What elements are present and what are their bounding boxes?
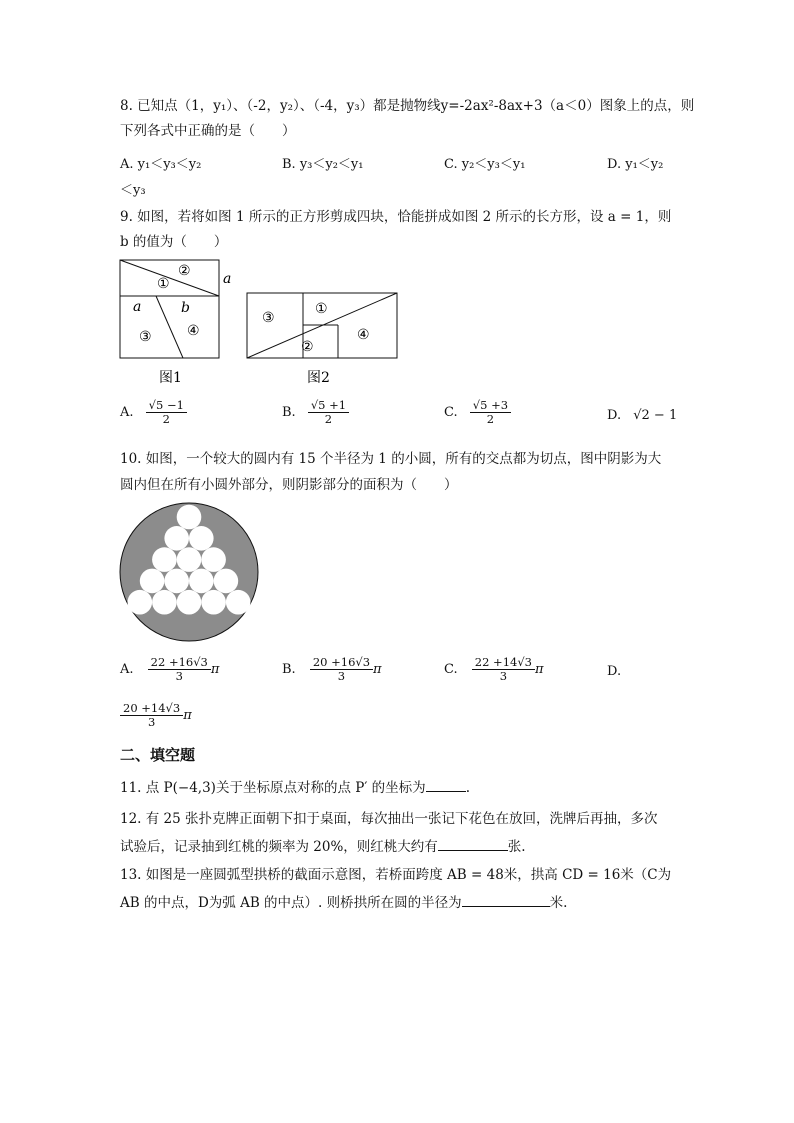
q9-option-c — [444, 399, 511, 426]
q13-text-end: 米. — [549, 895, 568, 911]
small-circle-10 — [214, 569, 239, 594]
q11-text: 11. 点 P(−4,3)关于坐标原点对称的点 P′ 的坐标为 — [120, 780, 426, 796]
small-circle-14 — [201, 590, 226, 615]
q10-option-a-numerator: 22 +16√3 — [148, 656, 211, 670]
q11-text-end: . — [465, 780, 470, 796]
q10-option-a-label: A. — [120, 662, 134, 677]
q9-option-a-denominator: 2 — [162, 412, 170, 426]
figure-2-piece-1: ① — [315, 301, 328, 317]
q9-line1: 9. 如图，若将如图 1 所示的正方形剪成四块，恰能拼成如图 2 所示的长方形，设 a = 1，则 — [120, 209, 672, 225]
q10-line1: 10. 如图，一个较大的圆内有 15 个半径为 1 的小圆，所有的交点都为切点，图中阴影为大 — [120, 451, 662, 467]
q9-option-a-numerator: √5 −1 — [146, 399, 187, 413]
q12-text: 试验后，记录抽到红桃的频率为 20%，则红桃大约有 — [120, 839, 438, 855]
figure-1-label-a: a — [133, 299, 142, 315]
q9-option-b-label: B. — [282, 405, 296, 420]
q9-option-a-label: A. — [120, 405, 134, 420]
small-circle-12 — [152, 590, 177, 615]
q10-line2: 圆内但在所有小圆外部分，则阴影部分的面积为（ ） — [120, 477, 458, 493]
q8-option-d: D. y₁＜y₂ — [607, 157, 664, 172]
q12-text-end: 张. — [507, 839, 526, 855]
q10-option-a-fraction — [148, 656, 211, 683]
q10-option-a-denominator: 3 — [175, 669, 183, 683]
q9-option-c-fraction — [470, 399, 511, 426]
q10-option-b-label: B. — [282, 662, 296, 677]
q10-option-d-numerator: 20 +14√3 — [120, 702, 183, 716]
small-circle-9 — [189, 569, 214, 594]
figure-1-piece-2: ② — [178, 263, 191, 279]
q9-option-b — [282, 399, 349, 426]
q8-line2: 下列各式中正确的是（ ） — [120, 123, 296, 139]
q10-option-c-label: C. — [444, 662, 458, 677]
q13-text: AB 的中点，D为弧 AB 的中点）. 则桥拱所在圆的半径为 — [120, 895, 462, 911]
q10-option-a-pi: π — [210, 662, 220, 677]
q10-option-c-denominator: 3 — [499, 669, 508, 683]
figure-1-caption: 图1 — [159, 370, 182, 386]
q10-option-d-label: D. — [607, 664, 622, 679]
figure-1-label-a-side: a — [223, 271, 232, 287]
q9-option-b-denominator: 2 — [324, 412, 333, 426]
figure-2-caption: 图2 — [307, 370, 330, 386]
q10-option-a — [120, 656, 219, 683]
q9-option-b-numerator: √5 +1 — [308, 399, 349, 413]
figure-2-piece-2: ② — [301, 339, 314, 355]
q8-option-a: A. y₁＜y₃＜y₂ — [120, 157, 202, 172]
q9-option-a — [120, 399, 187, 426]
q9-option-d — [607, 408, 677, 423]
small-circle-1 — [177, 505, 202, 530]
small-circle-8 — [164, 569, 189, 594]
q12-line2 — [120, 838, 526, 856]
q10-circles-figure — [118, 500, 260, 644]
q9-option-d-label: D. — [607, 408, 622, 423]
small-circle-13 — [177, 590, 202, 615]
q13-line2 — [120, 894, 567, 912]
q10-option-c — [444, 656, 544, 683]
q10-option-d — [120, 702, 192, 729]
q10-option-b-numerator: 20 +16√3 — [310, 656, 373, 670]
q9-option-c-label: C. — [444, 405, 458, 420]
small-circle-3 — [189, 526, 214, 551]
small-circle-11 — [128, 590, 153, 615]
q9-option-c-numerator: √5 +3 — [470, 399, 511, 413]
section-title: 二、填空题 — [120, 746, 196, 764]
small-circle-15 — [226, 590, 251, 615]
q12-line1: 12. 有 25 张扑克牌正面朝下扣于桌面，每次抽出一张记下花色在放回，洗牌后再抽，多次 — [120, 811, 658, 827]
figure-1-piece-4: ④ — [187, 323, 200, 339]
figure-1-slant-cut — [156, 296, 183, 358]
figure-1-piece-3: ③ — [139, 329, 152, 345]
small-circle-4 — [152, 547, 177, 572]
q9-option-b-fraction — [308, 399, 349, 426]
q9-figures — [115, 255, 415, 390]
q10-option-d-fraction — [120, 702, 183, 729]
q13-answer-blank[interactable] — [462, 906, 550, 907]
q8-option-b: B. y₃＜y₂＜y₁ — [282, 157, 364, 172]
q8-line1: 8. 已知点（1，y₁）、（-2，y₂）、（-4，y₃）都是抛物线y=-2ax²-8ax+3（a＜0）图象上的点，则 — [120, 98, 695, 114]
q10-option-d-denominator: 3 — [147, 715, 156, 729]
figure-2-piece-4: ④ — [357, 327, 370, 343]
q13-line1: 13. 如图是一座圆弧型拱桥的截面示意图，若桥面跨度 AB = 48米，拱高 CD = 16米（C为 — [120, 867, 672, 883]
q9-option-c-denominator: 2 — [486, 412, 495, 426]
q10-option-b-fraction — [310, 656, 373, 683]
small-circle-6 — [201, 547, 226, 572]
figure-1-piece-1: ① — [157, 276, 170, 292]
q11-answer-blank[interactable] — [426, 791, 466, 792]
q8-option-c: C. y₂＜y₃＜y₁ — [444, 157, 526, 172]
q9-option-a-fraction — [146, 399, 187, 426]
q10-option-b — [282, 656, 382, 683]
q10-option-c-fraction — [472, 656, 535, 683]
q9-line2: b 的值为（ ） — [120, 234, 228, 250]
figure-1-label-b: b — [181, 300, 190, 316]
q12-answer-blank[interactable] — [438, 850, 508, 851]
small-circle-2 — [164, 526, 189, 551]
q10-option-c-numerator: 22 +14√3 — [472, 656, 535, 670]
q11 — [120, 779, 470, 797]
q10-option-b-denominator: 3 — [337, 669, 346, 683]
q10-option-c-pi: π — [534, 662, 544, 677]
q10-option-d-pi: π — [183, 708, 192, 723]
q10-option-b-pi: π — [373, 662, 382, 677]
figure-2-piece-3: ③ — [262, 310, 275, 326]
q8-option-d-continued: ＜y₃ — [120, 183, 146, 198]
small-circle-7 — [140, 569, 165, 594]
small-circle-5 — [177, 547, 202, 572]
q9-option-d-value: √2 − 1 — [633, 408, 678, 423]
